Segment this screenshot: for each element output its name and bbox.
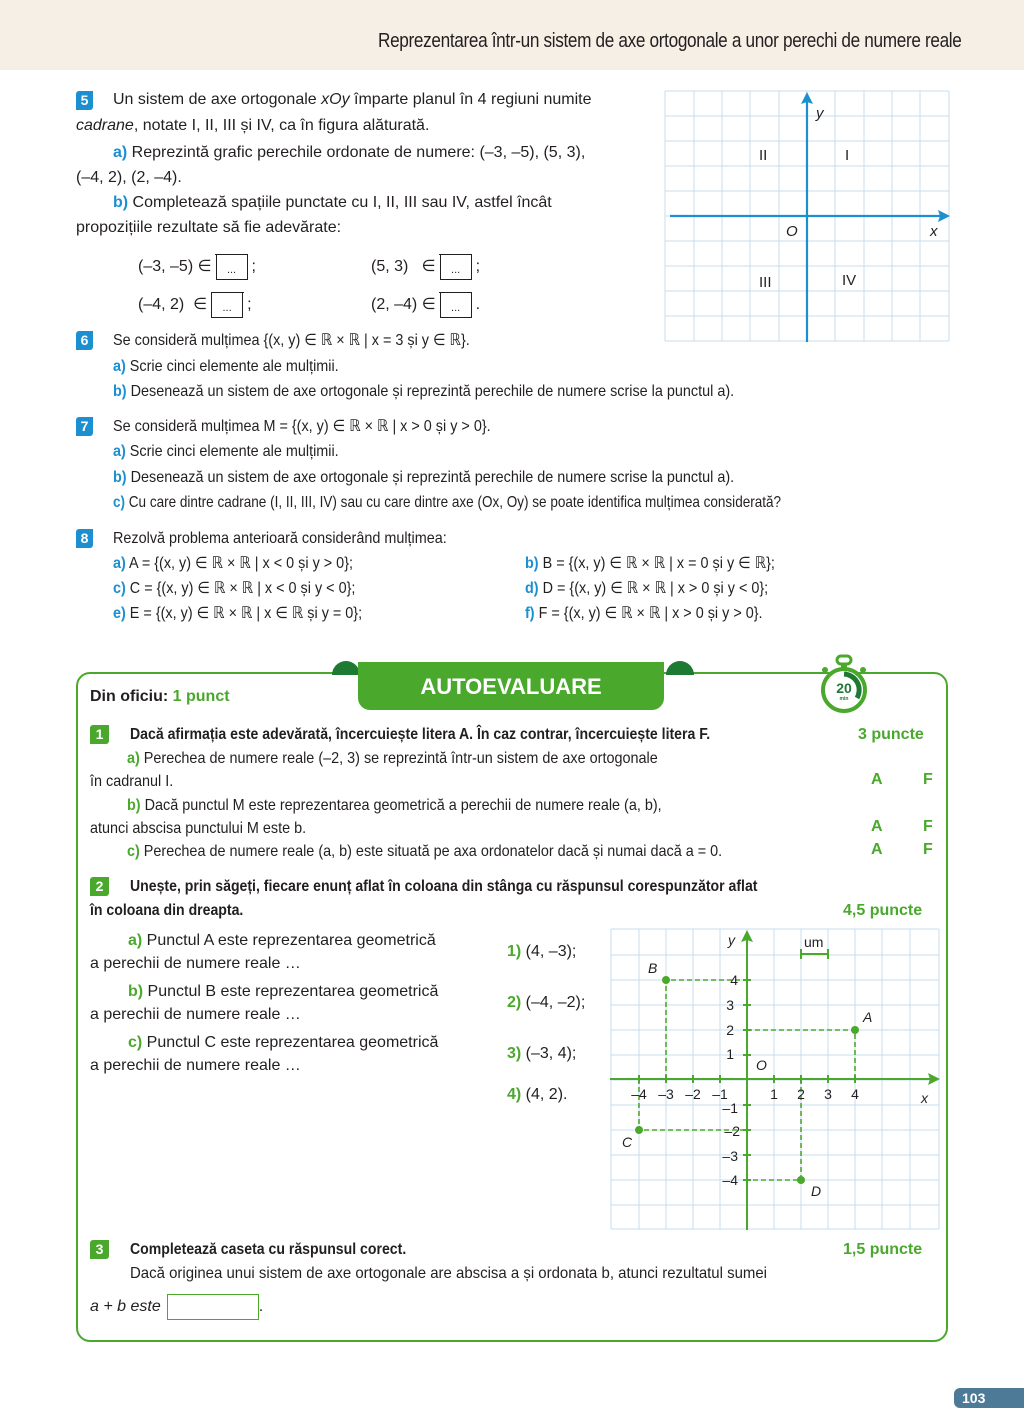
exercise-number-badge: 5: [76, 91, 93, 110]
question-number-badge: 3: [90, 1240, 109, 1259]
quadrant-label: II: [759, 147, 768, 164]
point-c: [635, 1126, 643, 1134]
fill-blank-box[interactable]: ...: [440, 254, 472, 280]
question-1-a-cont: în cadranul I.: [90, 773, 174, 790]
exercise-7-a: a) Scrie cinci elemente ale mulțimii.: [113, 443, 339, 460]
option-false[interactable]: F: [923, 841, 933, 858]
fill-blank-box[interactable]: ...: [440, 292, 472, 318]
svg-text:2: 2: [726, 1022, 734, 1038]
svg-text:4: 4: [730, 972, 738, 988]
points-label: 3 puncte: [858, 726, 924, 743]
exercise-number-badge: 8: [76, 529, 93, 548]
exercise-5-line-1: Un sistem de axe ortogonale xOy împarte planul în 4 regiuni numite: [113, 91, 592, 108]
left-statement[interactable]: c) Punctul C este reprezentarea geometrică: [128, 1034, 439, 1051]
set-item: e) E = {(x, y) ∈ ℝ × ℝ | x ∈ ℝ și y = 0};: [113, 605, 363, 622]
answer-option[interactable]: 3) (–3, 4);: [507, 1045, 577, 1062]
answer-input-box[interactable]: [167, 1294, 259, 1320]
svg-text:2: 2: [797, 1086, 805, 1102]
point-b: [662, 976, 670, 984]
fill-item: (2, –4) ∈ ... .: [371, 292, 480, 318]
question-2-statement-cont: în coloana din dreapta.: [90, 902, 244, 919]
question-3-statement: Completează caseta cu răspunsul corect.: [130, 1241, 407, 1258]
question-number-badge: 2: [90, 877, 109, 896]
svg-text:–3: –3: [722, 1148, 738, 1164]
fill-blank-box[interactable]: ...: [211, 292, 243, 318]
point-a: [851, 1026, 859, 1034]
set-item: c) C = {(x, y) ∈ ℝ × ℝ | x < 0 și y < 0};: [113, 580, 356, 597]
exercise-7-b: b) Desenează un sistem de axe ortogonale și reprezintă perechile de numere scrise la punctul a).: [113, 469, 735, 486]
exercise-number-badge: 6: [76, 331, 93, 350]
quadrants-figure: [664, 90, 950, 342]
question-2-statement: Unește, prin săgeți, fiecare enunț aflat în coloana din stânga cu răspunsul corespunzător aflat: [130, 878, 758, 895]
question-number-badge: 1: [90, 725, 109, 744]
points-label: 1,5 puncte: [843, 1241, 923, 1258]
option-false[interactable]: F: [923, 818, 933, 835]
page-number: 103: [954, 1388, 1024, 1408]
svg-text:3: 3: [824, 1086, 832, 1102]
svg-text:–4: –4: [631, 1086, 647, 1102]
quadrant-label: IV: [842, 272, 857, 289]
set-item: f) F = {(x, y) ∈ ℝ × ℝ | x > 0 și y > 0}.: [525, 605, 763, 622]
svg-text:–4: –4: [722, 1172, 738, 1188]
svg-text:20: 20: [836, 680, 852, 696]
quadrant-label: I: [845, 147, 850, 164]
y-axis-label: y: [728, 932, 735, 948]
svg-text:min: min: [839, 696, 849, 702]
quadrant-label: III: [759, 274, 772, 291]
svg-text:3: 3: [726, 997, 734, 1013]
fill-item: (–3, –5) ∈ ... ;: [138, 254, 256, 280]
answer-option[interactable]: 1) (4, –3);: [507, 943, 577, 960]
point-d: [797, 1176, 805, 1184]
exercise-5-a: a) Reprezintă grafic perechile ordonate de numere: (–3, –5), (5, 3),: [113, 144, 586, 161]
stopwatch-icon: [816, 654, 872, 714]
points-figure: [610, 928, 940, 1230]
exercise-5-b: b) Completează spațiile punctate cu I, II, III sau IV, astfel încât: [113, 194, 552, 211]
exercise-5-line-2: cadrane, notate I, II, III și IV, ca în figura alăturată.: [76, 117, 430, 134]
svg-text:–1: –1: [722, 1100, 738, 1116]
fill-item: (5, 3) ∈ ... ;: [371, 254, 480, 280]
exercise-5-b-cont: propozițiile rezultate să fie adevărate:: [76, 219, 342, 236]
din-oficiu: Din oficiu: 1 punct: [90, 688, 230, 705]
self-assessment-title: AUTOEVALUARE: [358, 662, 664, 710]
question-3-sum: a + b este .: [90, 1294, 263, 1320]
question-1-b: b) Dacă punctul M este reprezentarea geometrică a perechii de numere reale (a, b),: [127, 797, 662, 814]
point-label: A: [863, 1009, 873, 1025]
svg-text:–1: –1: [712, 1086, 728, 1102]
fill-blank-box[interactable]: ...: [216, 254, 248, 280]
exercise-7-statement: Se consideră mulțimea M = {(x, y) ∈ ℝ × ℝ | x > 0 și y > 0}.: [113, 418, 491, 435]
axes: [610, 930, 940, 1230]
chapter-title: Reprezentarea într-un sistem de axe ortogonale a unor perechi de numere reale: [378, 30, 962, 52]
question-1-statement: Dacă afirmația este adevărată, încercuiește litera A. În caz contrar, încercuiește litera F.: [130, 726, 711, 743]
page-header: [0, 0, 1024, 70]
points-label: 4,5 puncte: [843, 902, 923, 919]
axes: [670, 92, 950, 342]
left-statement-cont: a perechii de numere reale …: [90, 1057, 301, 1074]
left-statement[interactable]: a) Punctul A este reprezentarea geometrică: [128, 932, 436, 949]
left-statement-cont: a perechii de numere reale …: [90, 955, 301, 972]
set-item: b) B = {(x, y) ∈ ℝ × ℝ | x = 0 și y ∈ ℝ};: [525, 555, 775, 572]
tab-ear-left: [332, 661, 360, 675]
svg-text:–2: –2: [685, 1086, 701, 1102]
exercise-6-a: a) Scrie cinci elemente ale mulțimii.: [113, 358, 339, 375]
origin-label: O: [756, 1057, 767, 1073]
point-label: B: [648, 960, 658, 976]
svg-text:–2: –2: [724, 1123, 740, 1139]
exercise-8-statement: Rezolvă problema anterioară considerând mulțimea:: [113, 530, 447, 547]
answer-option[interactable]: 4) (4, 2).: [507, 1086, 568, 1103]
option-true[interactable]: A: [871, 818, 883, 835]
set-item: a) A = {(x, y) ∈ ℝ × ℝ | x < 0 și y > 0};: [113, 555, 354, 572]
question-1-b-cont: atunci abscisa punctului M este b.: [90, 820, 307, 837]
x-axis-label: x: [930, 223, 938, 240]
exercise-6-statement: Se consideră mulțimea {(x, y) ∈ ℝ × ℝ | x = 3 și y ∈ ℝ}.: [113, 332, 470, 349]
left-statement[interactable]: b) Punctul B este reprezentarea geometrică: [128, 983, 439, 1000]
question-1-c: c) Perechea de numere reale (a, b) este situată pe axa ordonatelor dacă și numai dacă a = 0.: [127, 843, 723, 860]
unit-label: um: [804, 934, 824, 950]
option-true[interactable]: A: [871, 841, 883, 858]
exercise-6-b: b) Desenează un sistem de axe ortogonale și reprezintă perechile de numere scrise la punctul a).: [113, 383, 735, 400]
svg-text:–3: –3: [658, 1086, 674, 1102]
point-label: C: [622, 1134, 633, 1150]
exercise-5-a-cont: (–4, 2), (2, –4).: [76, 169, 182, 186]
question-3-text: Dacă originea unui sistem de axe ortogonale are abscisa a și ordonata b, atunci rezultatul sumei: [130, 1265, 767, 1282]
svg-text:1: 1: [770, 1086, 778, 1102]
y-axis-label: y: [816, 105, 824, 122]
x-axis-label: x: [921, 1090, 928, 1106]
svg-text:4: 4: [851, 1086, 859, 1102]
exercise-7-c: c) Cu care dintre cadrane (I, II, III, IV) sau cu care dintre axe (Ox, Oy) se poate identifica mulțimea considerată?: [113, 494, 782, 511]
fill-item: (–4, 2) ∈ ... ;: [138, 292, 252, 318]
svg-text:1: 1: [726, 1046, 734, 1062]
tab-ear-right: [666, 661, 694, 675]
exercise-number-badge: 7: [76, 417, 93, 436]
set-item: d) D = {(x, y) ∈ ℝ × ℝ | x > 0 și y < 0};: [525, 580, 769, 597]
left-statement-cont: a perechii de numere reale …: [90, 1006, 301, 1023]
option-true[interactable]: A: [871, 771, 883, 788]
x-tick-labels: [631, 1086, 859, 1102]
answer-option[interactable]: 2) (–4, –2);: [507, 994, 586, 1011]
option-false[interactable]: F: [923, 771, 933, 788]
origin-label: O: [786, 223, 798, 240]
question-1-a: a) Perechea de numere reale (–2, 3) se reprezintă într-un sistem de axe ortogonale: [127, 750, 658, 767]
point-label: D: [811, 1183, 822, 1199]
